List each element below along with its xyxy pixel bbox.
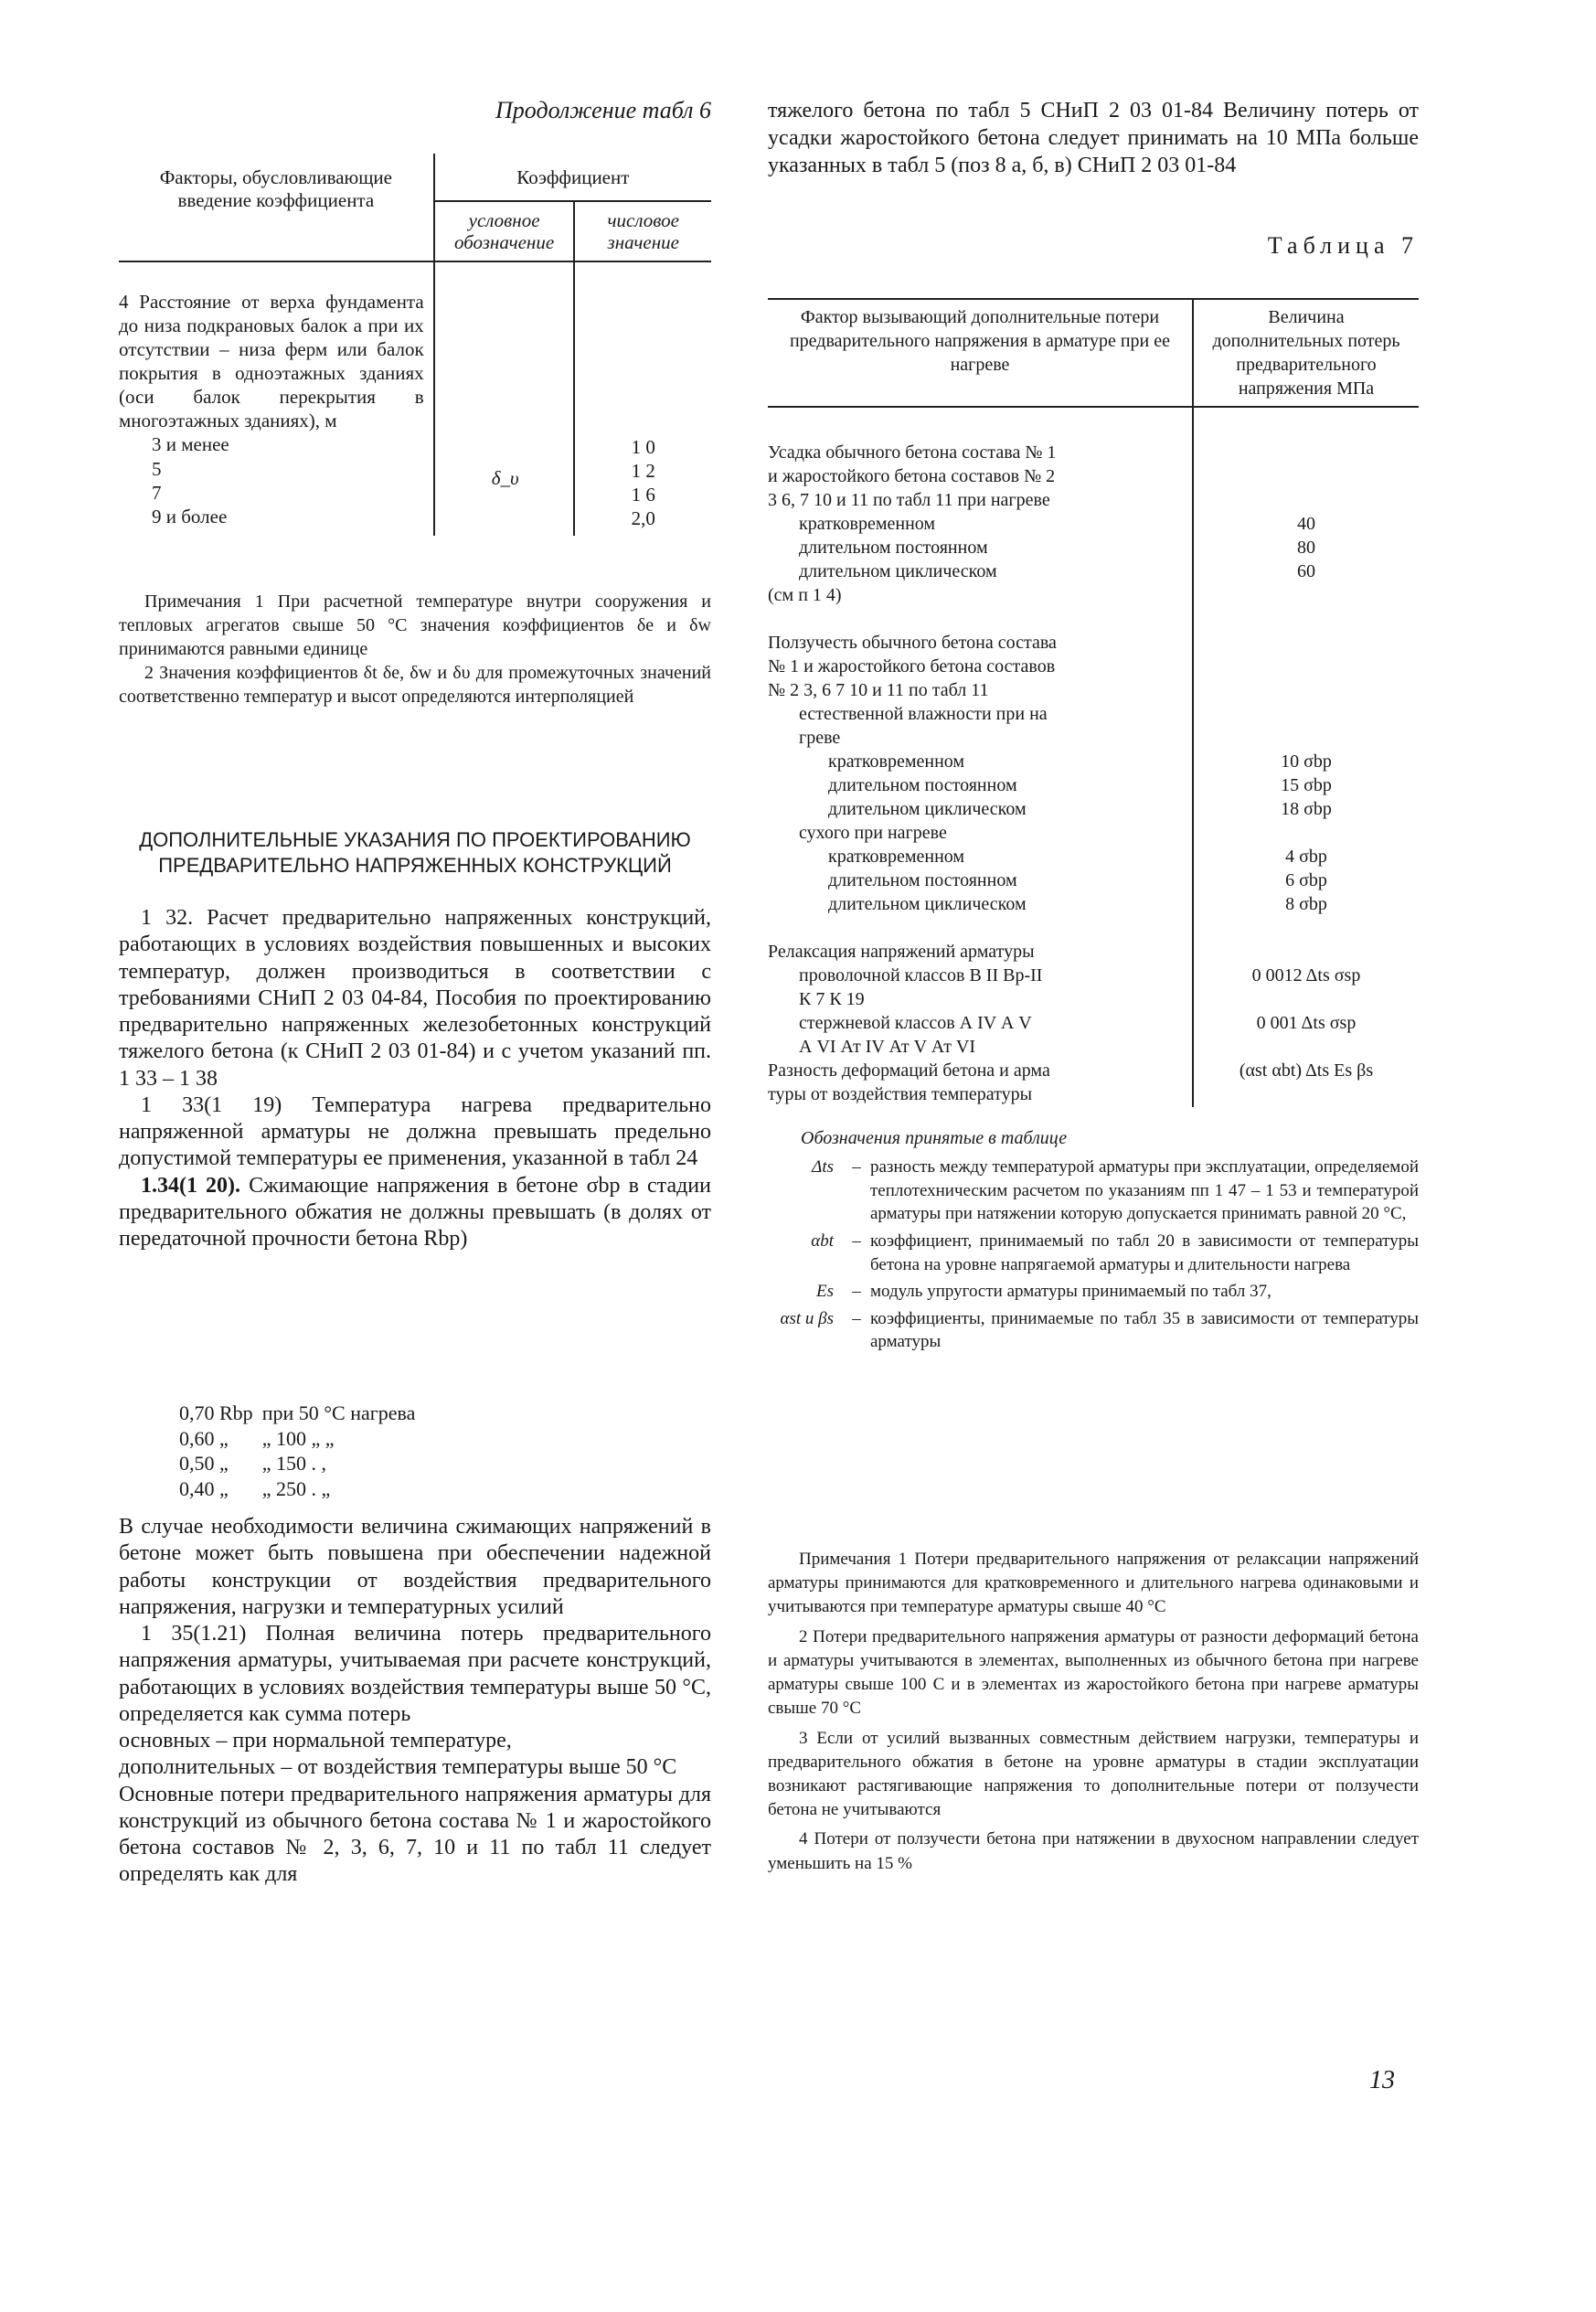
table7-row-value — [1195, 631, 1418, 655]
table7-row-value — [1195, 726, 1418, 750]
table7-row-label: 3 6, 7 10 и 11 по табл 11 при нагреве — [768, 490, 1050, 510]
table7-row-value: (αst αbt) Δts Es βs — [1239, 1060, 1374, 1081]
table7-row-label: Разность деформаций бетона и арма — [768, 1060, 1050, 1081]
table7-row-value — [1195, 987, 1418, 1011]
table7-row-label: (см п 1 4) — [768, 585, 842, 605]
paragraph-1-34 — [119, 1173, 711, 1253]
paragraph-increase: В случае необходимости величина сжимающих напряжений в бетоне может быть повышена при обеспечении надежной работы конструкции от воздействия предварительного напряжения, нагрузки и температурных усилий — [119, 1515, 711, 1619]
compression-coef: 0,40 „ — [179, 1476, 229, 1500]
table7-note: 3 Если от усилий вызванных совместным действием нагрузки, температуры и предварительного обжатия в бетоне на уровне арматуры в стадии эксплуатации возникают растягивающие напряжения то дополнительные потери от ползучести бетона не учитываются — [768, 1728, 1419, 1820]
legend-symbol: αst и βs — [780, 1308, 834, 1328]
legend-row: αbt – коэффициент, принимаемый по табл 20 в зависимости от температуры бетона на уровне напрягаемой арматуры и длительности нагрева — [768, 1230, 1419, 1280]
legend-text: коэффициенты, принимаемые по табл 35 в зависимости от температуры арматуры — [870, 1308, 1419, 1352]
table7-row-label: естественной влажности при на — [799, 704, 1048, 724]
table6-value: 1 6 — [631, 483, 655, 506]
table7-note: 2 Потери предварительного напряжения арматуры от разности деформаций бетона и арматуры учитываются в элементах, выполненных из обычного бетона при нагреве арматуры свыше 100 С и в элементах из жаростойкого бетона при нагреве арматуры свыше 70 °С — [768, 1626, 1419, 1719]
table7-row-value: 0 0012 Δts σsp — [1251, 965, 1361, 986]
table7-row-value — [1195, 1035, 1418, 1059]
legend-row: Es – модуль упругости арматуры принимаемый по табл 37, — [768, 1280, 1419, 1307]
paragraph-additional-losses: дополнительных – от воздействия температуры выше 50 °С — [119, 1755, 677, 1780]
table6-value: 1 2 — [631, 459, 655, 482]
table7-row-value — [1195, 916, 1418, 940]
table7-row-label: длительном циклическом — [828, 799, 1027, 819]
table6-symbol: δ_υ — [491, 466, 519, 489]
paragraph-text: 1 32. Расчет предварительно напряженных конструкций, работающих в условиях воздействия повышенных и высоких температур, должен производиться в соответствии с требованиями СНиП 2 03 04-84, Пособия по проектированию предварительно напряженных железобетонных конструкций тяжелого бетона (к СНиП 2 03 01-84) и с учетом указаний пп. 1 33 – 1 38 — [119, 906, 711, 1091]
table7-legend — [768, 1156, 1419, 1358]
table7-row-label: К 7 К 19 — [799, 989, 865, 1009]
table7-note: 4 Потери от ползучести бетона при натяжении в двухосном направлении следует уменьшить на 15 % — [768, 1829, 1419, 1873]
table6-sub-value: числовое значение — [574, 201, 711, 261]
table7-row-label: длительном постоянном — [828, 870, 1017, 890]
table7-row-label: Релаксация напряжений арматуры — [768, 942, 1035, 962]
section-title-line1: ДОПОЛНИТЕЛЬНЫЕ УКАЗАНИЯ ПО ПРОЕКТИРОВАНИЮ — [139, 828, 691, 851]
paragraph-1-33: 1 33(1 19) Температура нагрева предварительно напряженной арматуры не должна превышать предельно допустимой температуры ее применения, указанной в табл 24 — [119, 1092, 711, 1171]
table7-row-value: 18 σbp — [1281, 799, 1332, 819]
table6-subrow: 9 и более — [152, 505, 228, 527]
table6-notes — [119, 590, 711, 709]
table7-row-label: длительном постоянном — [799, 538, 988, 558]
table7-row-label: проволочной классов В II Вр-II — [799, 965, 1043, 986]
table-continuation-caption: Продолжение табл 6 — [495, 97, 711, 123]
table6-row-factor — [119, 261, 434, 535]
table7-row-value — [1195, 678, 1418, 702]
compression-temp: „ 250 . „ — [261, 1476, 331, 1500]
table7-row-label: и жаростойкого бетона составов № 2 — [768, 466, 1056, 486]
table6-subrow: 7 — [152, 481, 162, 504]
table7-row-label: кратковременном — [828, 751, 965, 772]
compression-row — [179, 1426, 424, 1452]
table-7 — [768, 298, 1419, 1107]
table7-row-label: сухого при нагреве — [799, 823, 947, 843]
legend-symbol: Es — [816, 1282, 834, 1302]
table7-header-factor: Фактор вызывающий дополнительные потери предварительного напряжения в арматуре при ее нагреве — [768, 299, 1193, 407]
table7-row-value — [1195, 1082, 1418, 1106]
table7-row-label: А VI Ат IV Ат V Ат VI — [799, 1037, 976, 1057]
table7-row-label: Усадка обычного бетона состава № 1 — [768, 442, 1057, 463]
table6-value: 2,0 — [631, 506, 655, 529]
compression-temp: при 50 °С нагрева — [261, 1401, 416, 1424]
table6-row-text: 4 Расстояние от верха фундамента до низа подкрановых балок а при их отсутствии – низа ферм или балок покрытия в одноэтажных зданиях (оси балок перекрытия в многоэтажных зданиях), м — [119, 291, 424, 432]
table7-row-label: Ползучесть обычного бетона состава — [768, 633, 1057, 653]
legend-text: коэффициент, принимаемый по табл 20 в зависимости от температуры бетона на уровне напрягаемой арматуры и длительности нагрева — [870, 1231, 1419, 1274]
table7-row-value: 0 001 Δts σsp — [1256, 1013, 1357, 1033]
table6-value: 1 0 — [631, 435, 655, 458]
compression-row — [179, 1401, 424, 1426]
table6-subrow: 3 и менее — [152, 433, 229, 456]
paragraph-number: 1.34(1 20). — [141, 1173, 241, 1198]
compression-coef: 0,60 „ — [179, 1426, 229, 1450]
compression-temp: „ 150 . , — [261, 1452, 326, 1475]
table7-value-column — [1193, 407, 1419, 1107]
table-6-fragment — [119, 154, 711, 536]
table7-row-value: 10 σbp — [1281, 751, 1332, 772]
compression-row — [179, 1451, 424, 1476]
page-number: 13 — [1369, 2066, 1395, 2094]
table6-header-factor: Факторы, обусловливающие введение коэффициента — [119, 154, 434, 261]
legend-symbol: Δts — [812, 1157, 834, 1177]
table7-factor-column — [768, 407, 1193, 1107]
table7-row-label: кратковременном — [799, 514, 936, 534]
table6-header-coef: Коэффициент — [434, 154, 711, 201]
table7-row-label: № 2 3, 6 7 10 и 11 по табл 11 — [768, 680, 989, 700]
table7-row-value — [1195, 441, 1418, 464]
table7-row-value: 4 σbp — [1285, 847, 1327, 867]
compression-coef: 0,50 „ — [179, 1452, 229, 1475]
table7-row-value: 6 σbp — [1285, 870, 1327, 890]
table7-row-label: греве — [799, 728, 841, 748]
table7-row-label: кратковременном — [828, 847, 965, 867]
table7-row-value — [1195, 583, 1418, 607]
table7-row-value: 15 σbp — [1281, 775, 1332, 795]
table7-row-value — [1195, 488, 1418, 512]
table6-symbol-cell — [434, 261, 575, 535]
table7-row-label — [768, 916, 1188, 940]
compression-limits-table — [179, 1401, 424, 1501]
legend-title: Обозначения принятые в таблице — [801, 1128, 1068, 1148]
table7-row-value — [1195, 655, 1418, 678]
paragraph-1-35: 1 35(1.21) Полная величина потерь предварительного напряжения арматуры, учитываемая при расчете конструкций, работающих в условиях воздействия температуры выше 50 °С, определяется как сумма потерь — [119, 1622, 711, 1726]
table7-row-value — [1195, 702, 1418, 726]
table7-note: Примечания 1 Потери предварительного напряжения от релаксации напряжений арматуры принимаются для кратковременного и длительного нагрева одинаковыми и учитываются при температуре арматуры свыше 40 °С — [768, 1550, 1419, 1617]
section-title — [119, 827, 711, 878]
table7-row-label: длительном постоянном — [828, 775, 1017, 795]
legend-row: αst и βs – коэффициенты, принимаемые по табл 35 в зависимости от температуры арматуры — [768, 1307, 1419, 1358]
compression-coef: 0,70 Rbp — [179, 1401, 253, 1424]
table7-row-label: стержневой классов А IV А V — [799, 1013, 1032, 1033]
paragraph-heavy-concrete: тяжелого бетона по табл 5 СНиП 2 03 01-84 Величину потерь от усадки жаростойкого бетона следует принимать на 10 МПа больше указанных в табл 5 (поз 8 а, б, в) СНиП 2 03 01-84 — [768, 99, 1419, 178]
table7-row-label: длительном циклическом — [799, 561, 997, 581]
compression-row — [179, 1476, 424, 1502]
legend-row: Δts – разность между температурой арматуры при эксплуатации, определяемой теплотехническим расчетом по указаниям пп 1 47 – 1 53 и температурой арматуры при натяжении которую допускается принимать равной 20 °С, — [768, 1156, 1419, 1230]
table7-row-value — [1195, 464, 1418, 488]
table-7-caption: Таблица 7 — [1267, 232, 1419, 259]
table6-subrow: 5 — [152, 457, 162, 480]
legend-text: разность между температурой арматуры при эксплуатации, определяемой теплотехническим расчетом по указаниям пп 1 47 – 1 53 и температурой арматуры при натяжении которую допускается принимать равной 20 °С, — [870, 1157, 1419, 1224]
table7-row-value — [1195, 821, 1418, 845]
table7-row-value: 40 — [1297, 514, 1315, 534]
compression-temp: „ 100 „ „ — [261, 1426, 335, 1450]
table7-row-value: 60 — [1297, 561, 1315, 581]
body-continuation — [119, 1514, 711, 1889]
table7-row-value — [1195, 940, 1418, 964]
table7-row-label: № 1 и жаростойкого бетона составов — [768, 656, 1056, 677]
legend-symbol: αbt — [811, 1231, 834, 1251]
section-title-line2: ПРЕДВАРИТЕЛЬНО НАПРЯЖЕННЫХ КОНСТРУКЦИЙ — [158, 853, 672, 877]
table6-note-1: Примечания 1 При расчетной температуре внутри сооружения и тепловых агрегатов свыше 50 °С значения коэффициентов δe и δw принимаются равными единице — [119, 591, 711, 659]
paragraph-text: Сжимающие напряжения в бетоне σbp в стадии предварительного обжатия не должны превышать (в долях от передаточной прочности бетона Rbp) — [119, 1173, 711, 1252]
paragraph-basic-losses: основных – при нормальной температуре, — [119, 1729, 512, 1753]
paragraph-main-losses: Основные потери предварительного напряжения арматуры для конструкций из обычного бетона состава № 1 и жаростойкого бетона составов № 2, 3, 6, 7, 10 и 11 по табл 11 следует определять как для — [119, 1782, 711, 1887]
table6-note-2: 2 Значения коэффициентов δt δe, δw и δυ для промежуточных значений соответственно температур и высот определяются интерполяцией — [119, 663, 711, 707]
table7-row-value: 80 — [1297, 538, 1315, 558]
legend-text: модуль упругости арматуры принимаемый по табл 37, — [870, 1282, 1271, 1302]
table7-row-value — [1195, 607, 1418, 631]
table7-row-value: 8 σbp — [1285, 894, 1327, 914]
table7-row-label — [768, 607, 1188, 631]
paragraph-1-32 — [119, 905, 711, 1252]
table7-row-label: туры от воздействия температуры — [768, 1084, 1033, 1104]
table7-notes — [768, 1548, 1419, 1881]
table7-row-label: длительном циклическом — [828, 894, 1027, 914]
table6-values-cell — [574, 261, 711, 535]
table6-sub-symbol: условное обозначение — [434, 201, 575, 261]
table7-header-value: Величина дополнительных потерь предварительного напряжения МПа — [1193, 299, 1419, 407]
